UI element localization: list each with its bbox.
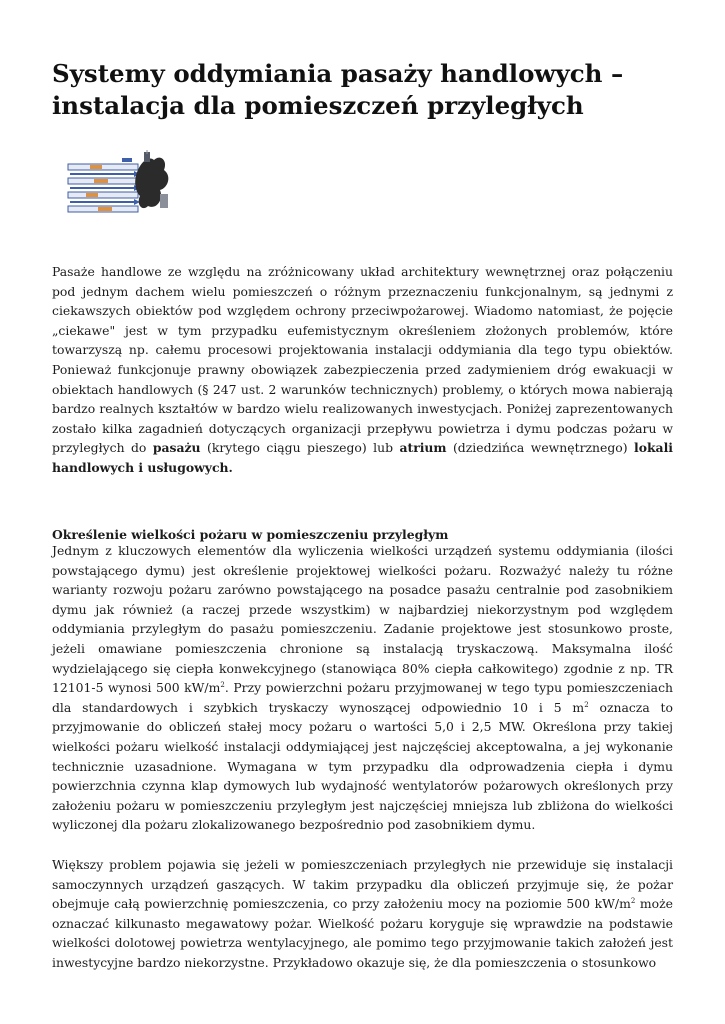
- para1-sup-2: 2: [584, 700, 589, 709]
- intro-text-1: Pasaże handlowe ze względu na zróżnicowany układ architektury wewnętrznej oraz połączeniu pod jednym dachem wielu pomieszczeń o różnym przeznaczeniu funkcjonalnym, są jednymi z ciekawszych obiektów pod względem ochrony przeciwpożarowej. Wiadomo natomiast, że pojęcie „ciekawe" jest w tym przypadku eufemistycznym określeniem złożonych problemów, które towarzyszą np. całemu procesowi projektowania instalacji oddymiania dla tego typu obiektów. Ponieważ funkcjonuje prawny obowiązek zabezpieczenia przed zadymieniem dróg ewakuacji w obiektach handlowych (§ 247 ust. 2 warunków technicznych) problemy, o których mowa nabierają bardzo realnych kształtów w bardzo wielu realizowanych inwestycjach. Poniżej zaprezentowanych zostało kilka zagadnień dotyczących organizacji przepływu powietrza i dymu podczas pożaru w przyległych do: [52, 264, 673, 456]
- para1-sup-1: 2: [220, 681, 225, 690]
- intro-bold-lokale: lokali handlowych i usługowych.: [52, 440, 673, 475]
- para2-sup-1: 2: [630, 897, 636, 906]
- para1-text-3: oznacza to przyjmowanie do obliczeń stałej mocy pożaru o wartości 5,0 i 2,5 MW. Określona przy takiej wielkości pożaru wielkość instalacji oddymiającej jest najczęściej akceptowalna, a jej wykonanie technicznie uzasadnione. Wymagana w tym przypadku dla odprowadzenia ciepła i dymu powierzchnia czynna klap dymowych lub wydajność wentylatorów pożarowych określonych przy założeniu pożaru w pomieszczeniu przyległym jest najczęściej mniejsza lub zbliżona do wielkości wyliczonej dla pożaru zlokalizowanego bezpośrednio pod zasobnikiem dymu.: [52, 699, 673, 833]
- para2-text-1: Większy problem pojawia się jeżeli w pomieszczeniach przyległych nie przewiduje się instalacji samoczynnych urządzeń gaszących. W takim przypadku dla obliczeń przyjmuje się, że pożar obejmuje całą powierzchnię pomieszczenia, co przy założeniu mocy na poziomie 500 kW/m: [52, 857, 673, 912]
- no-sprinkler-paragraph: [52, 855, 673, 973]
- intro-paragraph: [52, 262, 673, 478]
- para2-text-2: może oznaczać kilkunasto megawatowy pożar. Wielkość pożaru koryguje się wprawdzie na podstawie wielkości dolotowej powietrza wentylacyjnego, ale pomimo tego przyjmowanie takich założeń jest inwestycyjne bardzo niekorzystne. Przykładowo okazuje się, że dla pomieszczenia o stosunkowo: [52, 896, 673, 970]
- smoke-system-figure: [64, 150, 176, 222]
- para1-text-1: Jednym z kluczowych elementów dla wyliczenia wielkości urządzeń systemu oddymiania (ilości powstającego dymu) jest określenie projektowej wielkości pożaru. Rozważyć należy tu różne warianty rozwoju pożaru zarówno powstającego na posadce pasażu centralnie pod zasobnikiem dymu jak również (a raczej przede wszystkim) w najbardziej niekorzystnym pod względem oddymiania przyległym do pasażu pomieszczeniu. Zadanie projektowe jest stosunkowo proste, jeżeli omawiane pomieszczenia chronione są instalacją tryskaczową. Maksymalna ilość wydzielającego się ciepła konwekcyjnego (stanowiąca 80% ciepła całkowitego) zgodnie z np. TR 12101-5 wynosi 500 kW/m: [52, 543, 673, 696]
- intro-bold-pasaz: pasażu: [152, 440, 201, 456]
- intro-text-3: (dziedzińca wewnętrznego): [446, 440, 634, 456]
- intro-bold-atrium: atrium: [399, 440, 447, 456]
- para1-text-2: . Przy powierzchni pożaru przyjmowanej w tego typu pomieszczeniach dla standardowych i szybkich tryskaczy wynoszącej odpowiednio 10 i 5 m: [52, 680, 673, 715]
- section-heading: Określenie wielkości pożaru w pomieszczeniu przyległym: [52, 527, 449, 542]
- page-title: Systemy oddymiania pasaży handlowych – instalacja dla pomieszczeń przyległych: [52, 59, 624, 120]
- fire-size-paragraph: [52, 541, 673, 835]
- intro-text-2: (krytego ciągu pieszego) lub: [200, 440, 400, 456]
